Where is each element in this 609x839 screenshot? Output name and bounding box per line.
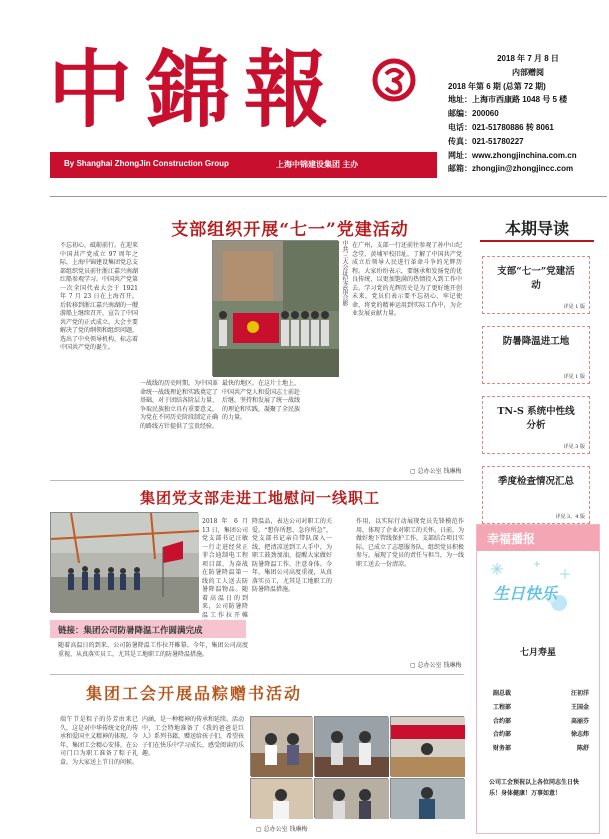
masthead <box>0 0 609 182</box>
dept: 副总裁 <box>493 690 512 697</box>
camera-icon: ▢ <box>256 826 262 833</box>
sidebar-item-text: 支部“七一”党建活动 <box>497 266 575 291</box>
sidebar-item[interactable] <box>482 256 590 314</box>
birthday-header <box>477 525 599 551</box>
email: 邮箱：zhongjin@zhongjincc.com <box>448 164 574 174</box>
article2-photo <box>50 512 198 612</box>
postcode: 邮编：200060 <box>448 109 499 119</box>
article1-photo-caption: 中共三大会址纪念馆合影 <box>341 240 348 306</box>
slogan-bar <box>50 152 437 178</box>
person: 徐志炜 <box>570 731 589 739</box>
sidebar-item-text: 防暑降温进工地 <box>502 336 570 347</box>
article3-credit <box>256 824 308 833</box>
sidebar-item[interactable] <box>482 326 590 384</box>
dept: 合约部 <box>493 731 512 739</box>
article1-col3: 最快的地区。在这片土地上，中国共产党人和爱国志士前赴后继，坚持和发展了统一战线的理论和实践，凝聚了全民族的力量。 <box>222 380 301 421</box>
sidebar <box>472 212 602 832</box>
person: 汪初洋 <box>570 690 589 697</box>
article2-link-body: 随着高温日的到来，公司防暑降温工作拉开帷幕。今年，集团公司高度重视，从真落实员工，尤其是工地职工的防暑降温措施。 <box>58 642 248 658</box>
birthday-box <box>476 524 600 834</box>
article2-link-text: 链接：集团公司防暑降温工作圆满完成 <box>58 626 203 636</box>
article2-link-bar[interactable] <box>50 620 246 638</box>
issue-date: 2018 年 7 月 8 日 <box>497 54 559 63</box>
article3-photo-6 <box>390 778 464 818</box>
sidebar-item-page: 详见 3、4 版 <box>555 514 585 520</box>
sidebar-item[interactable] <box>482 466 590 524</box>
article3-divider <box>50 674 464 675</box>
sidebar-item-text: 季度检查情况汇总 <box>497 476 574 487</box>
article2-col3: 作用，以实际行动展现党员先锋模范作用，体现了企业对职工的关怀。日前，为做好地下管线保护工作，支部结合项目实际，已成立了志愿服务队，组织党员积极参与，展现了党员的责任与担当，为一线职工送去一份清凉。 <box>356 518 465 568</box>
article2-col1: 2018 年 6 月 13 日，集团公司党支部书记汪敏一行走进经营正菲合迪制电工程项目部，为奋战在防暑降温第一线的工人送去防暑降温物品。随着高温日的到来，公司防暑降温工作拉开帷 <box>202 518 248 619</box>
article3-photo-1 <box>250 716 312 776</box>
brand-logo-icon <box>372 58 416 102</box>
article3-credit-text: 总办公室 钱琳梅 <box>263 826 308 833</box>
article2-credit <box>410 660 462 669</box>
article1-photo <box>212 240 338 376</box>
article2-divider <box>50 480 464 481</box>
camera-icon: ▢ <box>410 468 416 475</box>
article1-col2: 一战线的历史时期，为中国革命统一战线理论和实践奠定了基础，对于团结各阶层力量、争取民族独立具有重要意义，为党在不同历史阶段制定正确的路线方针提供了宝贵经验。 <box>140 380 219 430</box>
masthead-title: 中錦報 <box>48 40 343 139</box>
sidebar-item[interactable] <box>482 396 590 454</box>
dept: 合约部 <box>493 717 512 725</box>
article2-title: 集团党支部走进工地慰问一线职工 <box>139 489 380 507</box>
issue-number: 2018 年第 6 期 (总第 72 期) <box>448 81 546 91</box>
dept: 财务部 <box>493 745 512 753</box>
sidebar-title: 本期导读 <box>504 219 569 238</box>
birthday-graphic <box>487 559 587 625</box>
article3-photo-2 <box>314 716 388 776</box>
person: 高丽芬 <box>570 717 589 725</box>
slogan-en: By Shanghai ZhongJin Construction Group <box>64 159 229 168</box>
masthead-info <box>448 52 608 176</box>
birthday-wish: 公司工会预祝以上各位同志生日快乐！身体健康！万事如意！ <box>489 779 580 797</box>
person: 陈舒 <box>576 745 589 753</box>
birthday-month: 七月寿星 <box>519 648 556 658</box>
article3-title: 集团工会开展品粽赠书活动 <box>86 684 303 703</box>
sidebar-item-page: 详见 3 版 <box>563 444 585 450</box>
header-divider <box>50 196 607 197</box>
article3-photo-4 <box>250 778 312 818</box>
birthday-word: 生日快乐 <box>493 584 558 603</box>
article3-col1: 端午节是粽子的芬芳由来已久，这是对中华传统文化的传承和爱国主义精神的体现。今年，集团工会精心安排，在公司门口为职工准备了粽子礼盒，为大家送上节日的问候。 <box>60 716 139 766</box>
article1-credit <box>410 466 462 475</box>
article1-col4: 在广州，支部一行还前往参观了孙中山纪念堂、黄埔军校旧址，了解了中国共产党成立后领导人民进行革命斗争的光辉历程。大家纷纷表示，要继承和发扬党的优良传统，以更加饱满的热情投入到工作中去。学习党的光辉历史是为了更好地开创未来，党员们表示要不忘初心、牢记使命，将党的精神运用到实际工作中，为企业发展贡献力量。 <box>352 242 462 317</box>
article1-credit-text: 总办公室 钱琳梅 <box>417 468 462 475</box>
fax: 传真：021-51780227 <box>448 136 524 146</box>
article1-col1: 不忘初心，砥砺前行。在迎来中国共产党成立 97 周年之际，上海中锦建设集团党总支部组织党员前往浙江嘉兴南湖红船参观学习。中国共产党第一次全国代表大会于 1921 年 7 月 23 日在上海召开，后转移到浙江嘉兴南湖的一艘游船上继续召开，宣告了中国共产党的正式成立。大会主要解决了党的纲领和组织问题，选出了中央领导机构，标志着中国共产党的诞生。 <box>60 242 139 351</box>
dept: 工程部 <box>493 703 512 711</box>
article3-col2: 内涵，是一种精神的传承和延续。活动中，工会特地准备了《我的爸爸是巨人》系列书籍，赠送给孩子们，希望孩子们在快乐中学习成长，感受阅读的乐趣。 <box>142 716 245 757</box>
sidebar-item-page: 详见 1 版 <box>563 304 585 310</box>
sidebar-item-text: TN-S 系统中性线分析 <box>497 406 575 431</box>
website: 网址：www.zhongjinchina.com.cn <box>448 150 577 160</box>
article2-credit-text: 总办公室 钱琳梅 <box>417 662 462 669</box>
phone: 电话：021-51780886 转 8061 <box>448 122 554 132</box>
article1-title: 支部组织开展“七一”党建活动 <box>171 220 409 240</box>
person: 王国金 <box>570 703 589 711</box>
birthday-header-title: 幸福播报 <box>487 532 536 546</box>
sidebar-item-page: 详见 1 版 <box>563 374 585 380</box>
address: 地址：上海市西康路 1048 号 5 楼 <box>448 95 568 105</box>
sidebar-title-underline <box>480 240 594 242</box>
distribution-note: 内部赠阅 <box>512 67 544 77</box>
article3-photo-5 <box>314 778 388 818</box>
birthday-names <box>493 687 589 756</box>
article2-col2: 降温品，表达公司对职工的关爱。“想你所想，急你所急”，党支部书记亲自带队深入一线，把清凉送到工人手中，为职工鼓劲加油，提醒大家做好防暑降温工作，注意身体。今年，集团公司高度重视，从真落实员工，尤其是工地职工的防暑降温措施。 <box>252 518 332 593</box>
camera-icon: ▢ <box>410 662 416 669</box>
slogan-cn: 上海中锦建设集团 主办 <box>276 160 359 169</box>
article3-photo-3 <box>390 716 464 776</box>
